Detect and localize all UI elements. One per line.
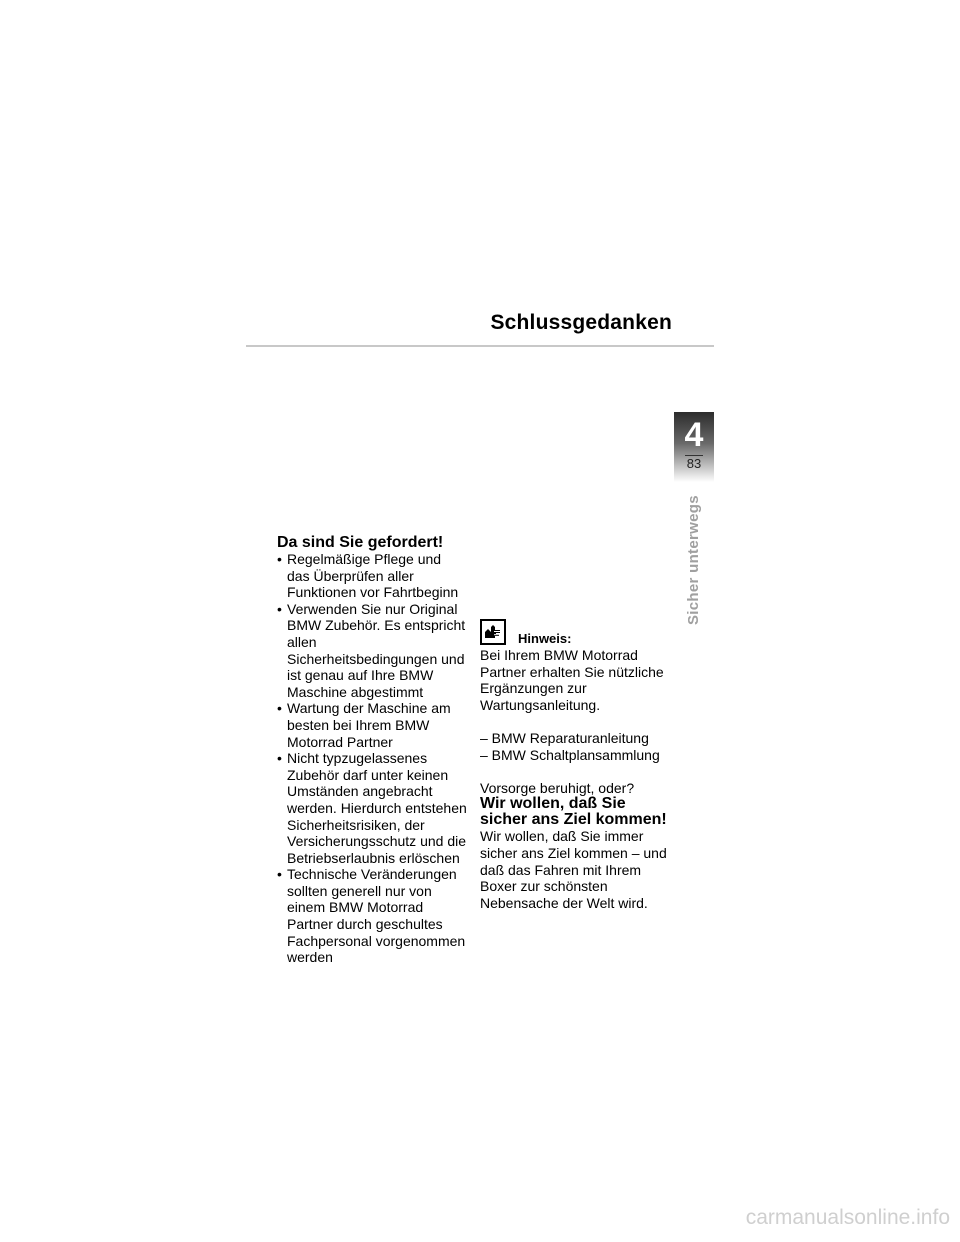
chapter-tab <box>674 412 714 482</box>
spacer <box>480 713 674 730</box>
list-item: • Verwenden Sie nur Original BMW Zubehör. Es entspricht allen Sicherheitsbedingungen und ist genau auf Ihre BMW Maschine abgestimmt <box>277 600 466 700</box>
right-heading: Wir wollen, daß Sie sicher ans Ziel kommen! <box>480 795 667 829</box>
bullet-glyph: • <box>277 551 282 567</box>
list-item: • Nicht typzugelassenes Zubehör darf unter keinen Umständen angebracht werden. Hierdurch entstehen Sicherheitsrisiken, der Versicherungsschutz und die Betriebserlaubnis erlöschen <box>277 750 467 866</box>
left-column <box>277 535 467 966</box>
bullet-glyph: • <box>277 750 282 767</box>
section-side-label: Sicher unterwegs <box>685 495 702 625</box>
chapter-number: 4 <box>684 416 704 454</box>
list-item: • Wartung der Maschine am besten bei Ihrem BMW Motorrad Partner <box>277 700 451 750</box>
closing-text: Vorsorge beruhigt, oder? <box>480 779 635 796</box>
note-label: Hinweis: <box>518 631 572 646</box>
note-text: Bei Ihrem BMW Motorrad Partner erhalten Sie nützliche Ergänzungen zur Wartungsanleitung. <box>480 647 664 713</box>
note-hand-icon <box>480 619 506 645</box>
left-heading: Da sind Sie gefordert! <box>277 534 444 551</box>
title-divider <box>246 345 714 347</box>
bullet-glyph: • <box>277 600 282 617</box>
spacer <box>480 763 674 780</box>
right-column <box>480 619 674 911</box>
note-header <box>480 619 674 647</box>
list-item: • Regelmäßige Pflege und das Überprüfen aller Funktionen vor Fahrtbeginn <box>277 551 459 601</box>
page-title: Schlussgedanken <box>490 311 672 334</box>
list-item: – BMW Reparaturanleitung <box>480 729 649 746</box>
list-item: • Technische Veränderungen sollten generell nur von einem BMW Motorrad Partner durch geschultes Fachpersonal vorgenommen werden <box>277 866 466 966</box>
page-number: 83 <box>686 456 702 471</box>
bullet-glyph: • <box>277 700 282 717</box>
final-text: Wir wollen, daß Sie immer sicher ans Ziel kommen – und daß das Fahren mit Ihrem Boxer zur schönsten Nebensache der Welt wird. <box>480 828 667 911</box>
requirements-list <box>277 551 467 966</box>
documents-list <box>480 730 674 763</box>
watermark: carmanualsonline.info <box>745 1206 950 1229</box>
list-item: – BMW Schaltplansammlung <box>480 746 660 763</box>
bullet-glyph: • <box>277 866 282 883</box>
